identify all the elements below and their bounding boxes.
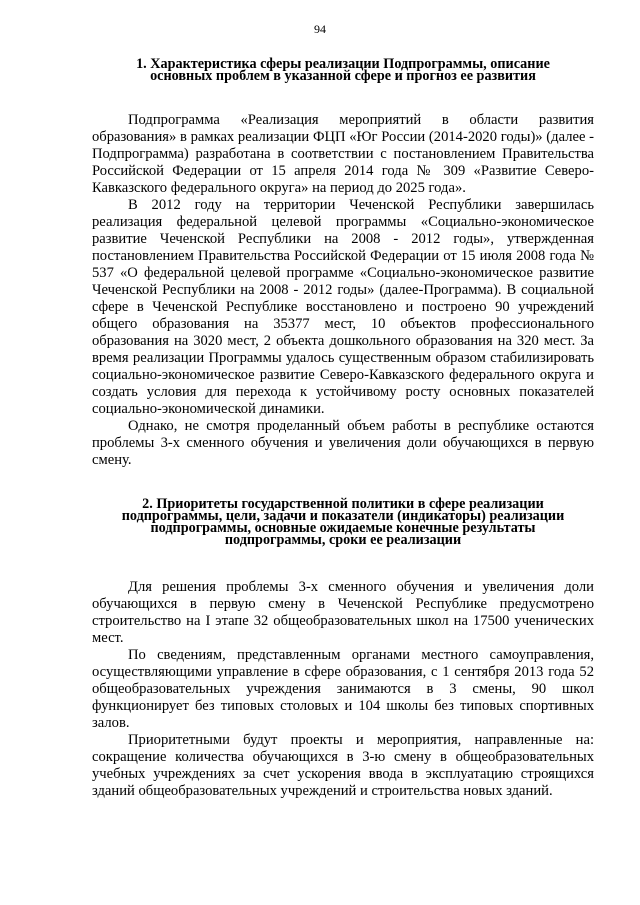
section-2-title-line-3: подпрограммы, основные ожидаемые конечные результаты: [150, 520, 536, 536]
section-2-paragraph-1: Для решения проблемы 3-х сменного обучения и увеличения доли обучающихся в первую смену в Чеченской Республике предусмотрено строительство на I этапе 32 общеобразовательных школ на 17500 ученических мест.: [92, 579, 594, 646]
section-1-title-line-2: основных проблем в указанной сфере и прогноз ее развития: [150, 68, 536, 84]
section-2-paragraph-2: По сведениям, представленным органами местного самоуправления, осуществляющими управление в сфере образования, с 1 сентября 2013 года 52 общеобразовательных учреждения занимаются в 3 смены, 90 школ функционирует без типовых столовых и 104 школы без типовых спортивных залов.: [92, 647, 594, 731]
section-1-title: [92, 58, 594, 82]
section-2-title-line-1: 2. Приоритеты государственной политики в сфере реализации: [142, 496, 544, 512]
section-2-title-line-4: подпрограммы, сроки ее реализации: [224, 532, 462, 548]
section-1-paragraph-2: В 2012 году на территории Чеченской Республики завершилась реализация федеральной целевой программы «Социально-экономическое развитие Чеченской Республики на 2008 - 2012 годы», утвержденная постановлением Правительства Российской Федерации от 15 июля 2008 года № 537 «О федеральной целевой программе «Социально-экономическое развитие Чеченской Республики на 2008 - 2012 годы» (далее-Программа). В социальной сфере в Чеченской Республике восстановлено и построено 90 учреждений общего образования на 35377 мест, 10 объектов профессионального образования на 3020 мест, 2 объекта дошкольного образования на 320 мест. За время реализации Программы удалось существенным образом стабилизировать социально-экономическое развитие Северо-Кавказского федерального округа и создать условия для перехода к устойчивому росту основных показателей социально-экономической динамики.: [92, 197, 594, 417]
page-number: 94: [314, 22, 326, 36]
section-2-title: [92, 498, 594, 546]
section-2-paragraph-3: Приоритетными будут проекты и мероприятия, направленные на: сокращение количества обучающихся в 3-ю смену в общеобразовательных учебных учреждениях за счет ускорения ввода в эксплуатацию строящихся зданий общеобразовательных учреждений и строительства новых зданий.: [92, 732, 594, 799]
section-2-title-line-2: подпрограммы, цели, задачи и показатели (индикаторы) реализации: [121, 508, 565, 524]
section-1-paragraph-3: Однако, не смотря проделанный объем работы в республике остаются проблемы 3-х сменного обучения и увеличения доли обучающихся в первую смену.: [92, 418, 594, 468]
section-1-title-line-1: 1. Характеристика сферы реализации Подпрограммы, описание: [136, 56, 550, 72]
page-content: [92, 58, 594, 800]
section-1-paragraph-1: Подпрограмма «Реализация мероприятий в области развития образования» в рамках реализации ФЦП «Юг России (2014-2020 годы)» (далее - Подпрограмма) разработана в соответствии с постановлением Правительства Российской Федерации от 15 апреля 2014 года № 309 «Развитие Северо-Кавказского федерального округа» на период до 2025 года».: [92, 112, 594, 196]
